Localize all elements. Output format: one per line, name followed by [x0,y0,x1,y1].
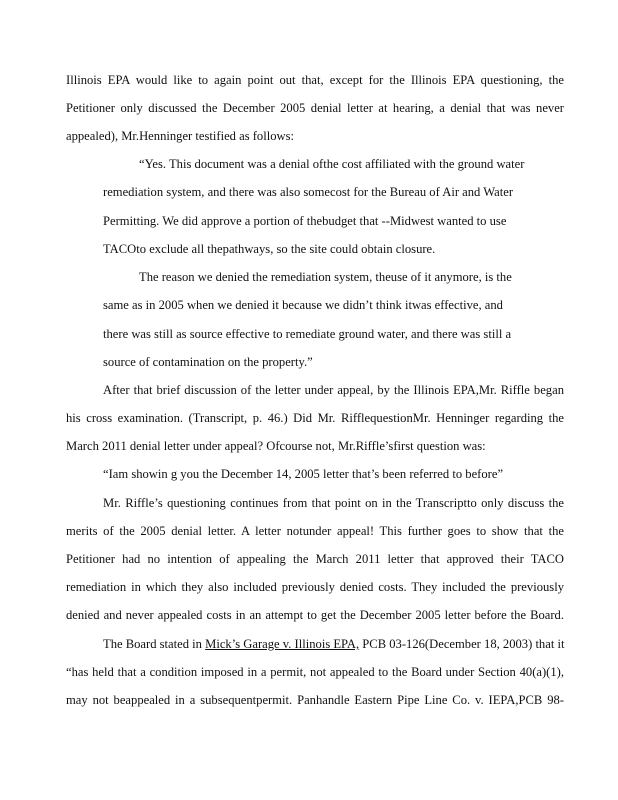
quote-line: same as in 2005 when we denied it because we didn’t think itwas effective, and [103,298,503,312]
paragraph-line: appealed), Mr.Henninger testified as follows: [66,129,295,143]
paragraph-line: Mr. Riffle’s questioning continues from that point on in the Transcriptto only discuss the [103,496,564,510]
quote-line: remediation system, and there was also somecost for the Bureau of Air and Water [103,185,514,199]
paragraph-line [103,636,564,652]
quote-line: source of contamination on the property.” [103,355,313,369]
quote-line: “Yes. This document was a denial ofthe cost affiliated with the ground water [139,157,525,171]
paragraph-line: remediation in which they also included previously denied costs. They included the previously [66,580,564,594]
quoted-question: “Iam showin g you the December 14, 2005 letter that’s been referred to before” [103,467,504,481]
paragraph-line: denied and never appealed costs in an attempt to get the December 2005 letter before the Board. [66,608,564,622]
paragraph-line: “has held that a condition imposed in a permit, not appealed to the Board under Section 40(a)(1), [66,665,564,679]
paragraph-line: March 2011 denial letter under appeal? Ofcourse not, Mr.Riffle’sfirst question was: [66,439,486,453]
case-citation: Mick’s Garage v. Illinois EPA, [205,637,360,651]
paragraph-line: Petitioner only discussed the December 2005 denial letter at hearing, a denial that was never [66,101,564,115]
quote-line: TACOto exclude all thepathways, so the site could obtain closure. [103,242,436,256]
quote-line: Permitting. We did approve a portion of thebudget that --Midwest wanted to use [103,214,507,228]
paragraph-line: After that brief discussion of the letter under appeal, by the Illinois EPA,Mr. Riffle began [103,383,564,397]
paragraph-line: may not beappealed in a subsequentpermit. Panhandle Eastern Pipe Line Co. v. IEPA,PCB 98- [66,693,564,707]
text-run: PCB 03-126(December 18, 2003) that it [359,637,565,651]
paragraph-line: Petitioner had no intention of appealing the March 2011 letter that approved their TACO [66,552,564,566]
quote-line: there was still as source effective to remediate ground water, and there was still a [103,327,512,341]
quote-line: The reason we denied the remediation system, theuse of it anymore, is the [139,270,512,284]
paragraph-line: merits of the 2005 denial letter. A letter notunder appeal! This further goes to show that the [66,524,564,538]
paragraph-line: Illinois EPA would like to again point out that, except for the Illinois EPA questioning, the [66,73,564,87]
text-run: The Board stated in [103,637,206,651]
paragraph-line: his cross examination. (Transcript, p. 46.) Did Mr. RifflequestionMr. Henninger regarding the [66,411,564,425]
